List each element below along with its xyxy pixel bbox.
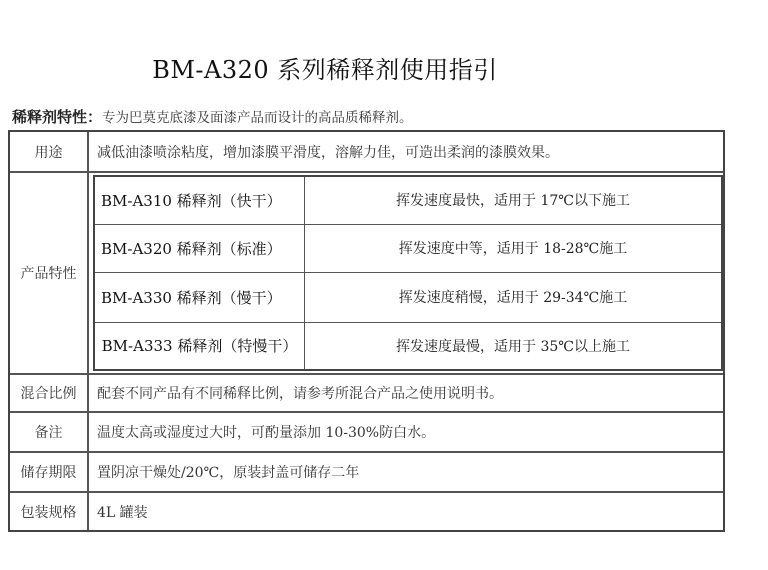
product-name: BM-A310 稀释剂（快干） bbox=[95, 177, 305, 224]
product-desc: 挥发速度最慢，适用于 35℃以上施工 bbox=[396, 338, 630, 355]
row-value: 配套不同产品有不同稀释比例，请参考所混合产品之使用说明书。 bbox=[97, 386, 503, 402]
table-row-note bbox=[10, 413, 723, 453]
row-header: 产品特性 bbox=[10, 173, 89, 373]
product-row bbox=[95, 177, 721, 225]
row-header: 混合比例 bbox=[10, 375, 89, 411]
intro-text: 专为巴莫克底漆及面漆产品而设计的高品质稀释剂。 bbox=[102, 110, 413, 126]
product-name: BM-A320 稀释剂（标准） bbox=[95, 225, 305, 273]
product-name: BM-A330 稀释剂（慢干） bbox=[95, 273, 305, 321]
product-desc: 挥发速度中等，适用于 18-28℃施工 bbox=[398, 241, 628, 258]
spec-table bbox=[8, 130, 725, 532]
table-row-mix bbox=[10, 375, 723, 413]
table-row-packaging bbox=[10, 493, 723, 530]
product-desc: 挥发速度稍慢，适用于 29-34℃施工 bbox=[398, 290, 628, 307]
intro-label: 稀释剂特性： bbox=[12, 108, 103, 126]
page-title: BM-A320 系列稀释剂使用指引 bbox=[152, 56, 498, 84]
row-value: 减低油漆喷涂粘度，增加漆膜平滑度，溶解力佳，可造出柔润的漆膜效果。 bbox=[97, 144, 559, 161]
table-row-use bbox=[10, 132, 723, 173]
product-desc: 挥发速度最快，适用于 17℃以下施工 bbox=[396, 193, 630, 210]
row-header: 储存期限 bbox=[10, 453, 89, 491]
product-row bbox=[95, 225, 721, 274]
row-header: 包装规格 bbox=[10, 493, 89, 530]
row-value: 置阴凉干燥处/20℃，原装封盖可储存二年 bbox=[97, 465, 360, 481]
table-row-features bbox=[10, 173, 723, 375]
product-row bbox=[95, 273, 721, 322]
table-row-storage bbox=[10, 453, 723, 493]
row-value: 4L 罐装 bbox=[97, 504, 148, 521]
product-row bbox=[95, 323, 721, 370]
row-value: 温度太高或湿度过大时，可酌量添加 10-30%防白水。 bbox=[97, 425, 436, 441]
row-header: 备注 bbox=[10, 413, 89, 451]
product-name: BM-A333 稀释剂（特慢干） bbox=[95, 323, 305, 370]
intro-line bbox=[12, 106, 413, 127]
row-header: 用途 bbox=[10, 132, 89, 171]
product-subtable bbox=[93, 175, 723, 371]
